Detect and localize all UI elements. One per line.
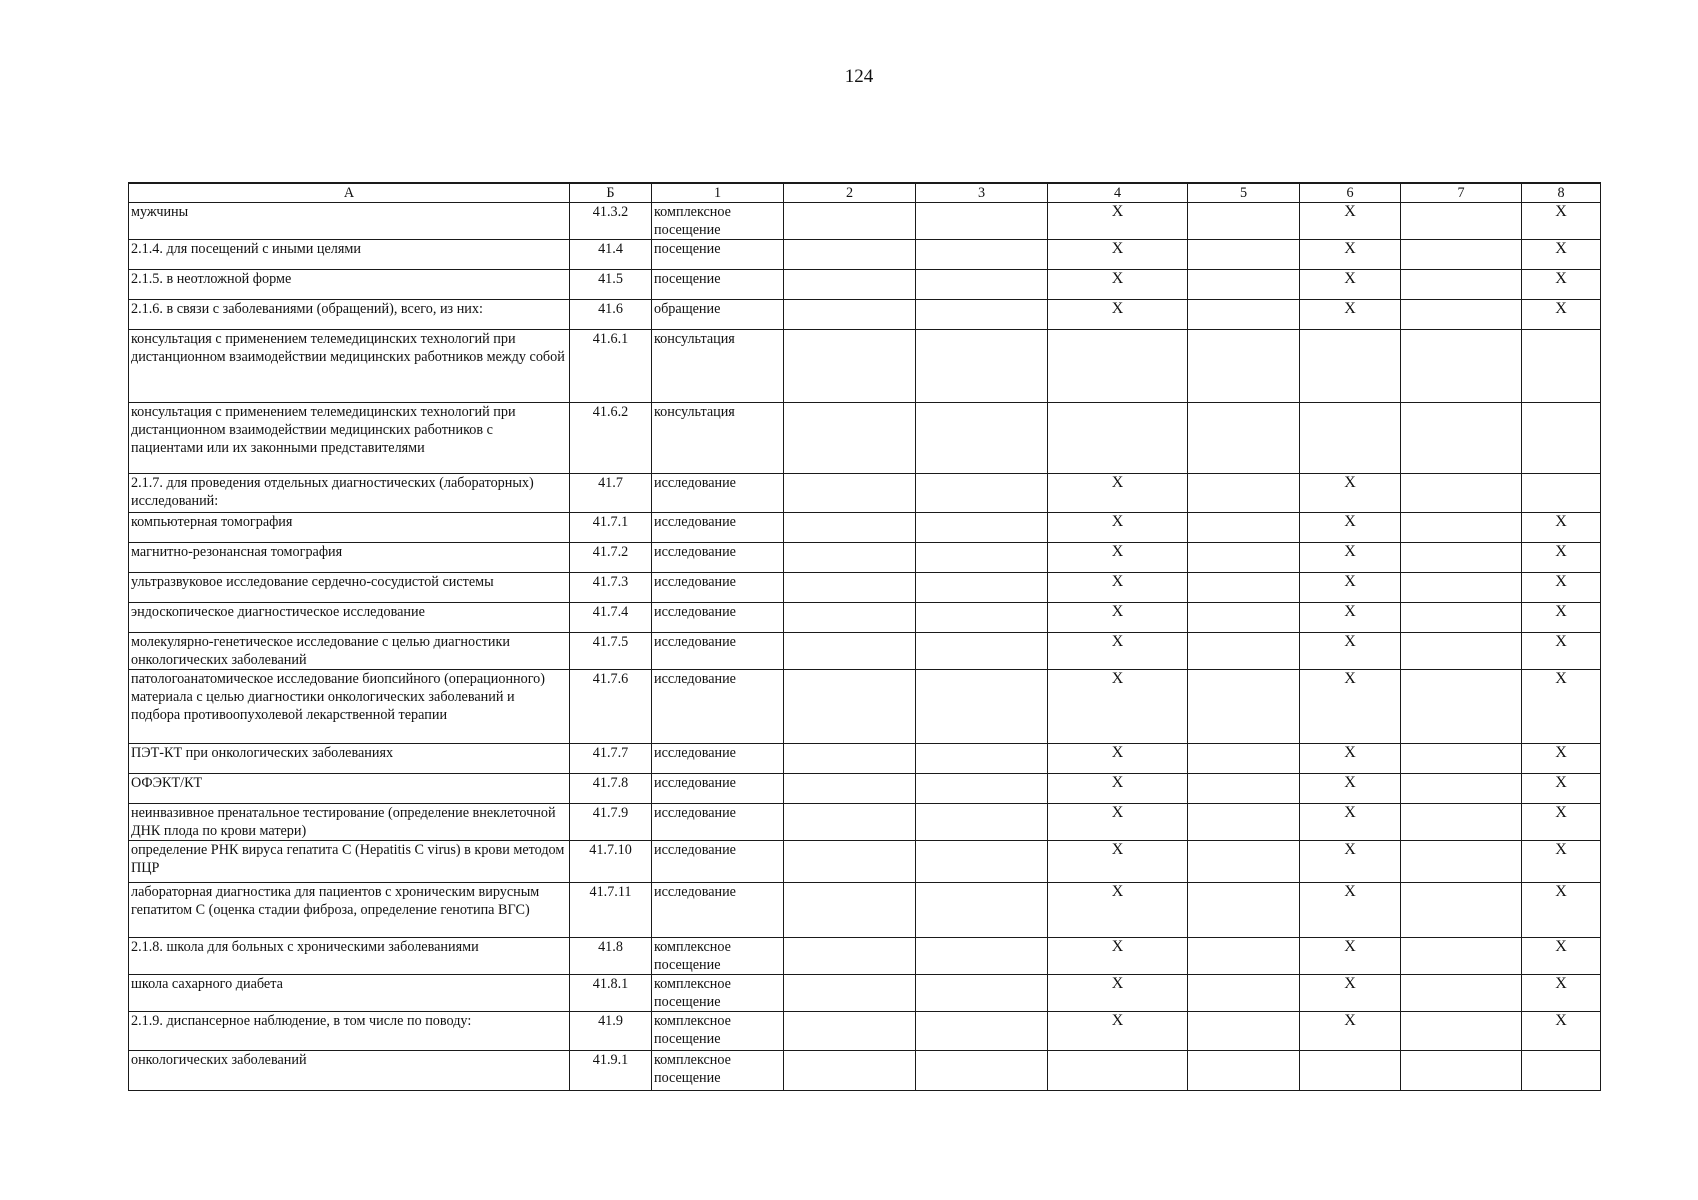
row-col-8: X <box>1522 300 1601 330</box>
row-col-3 <box>916 1051 1048 1091</box>
row-name: 2.1.4. для посещений с иными целями <box>129 240 570 270</box>
row-col-2 <box>784 203 916 240</box>
row-col-7 <box>1401 1051 1522 1091</box>
row-col-2 <box>784 300 916 330</box>
header-cell-4: 4 <box>1048 183 1188 203</box>
row-unit: исследование <box>652 633 784 670</box>
row-name: 2.1.8. школа для больных с хроническими заболеваниями <box>129 938 570 975</box>
row-col-8 <box>1522 330 1601 403</box>
row-col-6: X <box>1300 240 1401 270</box>
table-row <box>129 300 1601 330</box>
row-col-5 <box>1188 270 1300 300</box>
row-col-5 <box>1188 603 1300 633</box>
row-col-3 <box>916 603 1048 633</box>
row-col-2 <box>784 744 916 774</box>
row-unit: исследование <box>652 513 784 543</box>
row-col-5 <box>1188 804 1300 841</box>
row-unit: исследование <box>652 883 784 938</box>
row-col-5 <box>1188 513 1300 543</box>
table-row <box>129 474 1601 513</box>
row-unit: исследование <box>652 774 784 804</box>
row-unit: исследование <box>652 573 784 603</box>
row-name: ультразвуковое исследование сердечно-сосудистой системы <box>129 573 570 603</box>
row-col-8: X <box>1522 883 1601 938</box>
header-cell-b: Б <box>570 183 652 203</box>
row-col-3 <box>916 1012 1048 1051</box>
row-col-6: X <box>1300 1012 1401 1051</box>
table-row <box>129 203 1601 240</box>
row-name: консультация с применением телемедицинских технологий при дистанционном взаимодействии медицинских работников между собой <box>129 330 570 403</box>
row-col-4 <box>1048 403 1188 474</box>
row-col-6: X <box>1300 513 1401 543</box>
row-col-7 <box>1401 474 1522 513</box>
row-code: 41.8 <box>570 938 652 975</box>
row-code: 41.3.2 <box>570 203 652 240</box>
row-col-8: X <box>1522 841 1601 883</box>
row-col-7 <box>1401 573 1522 603</box>
row-col-7 <box>1401 938 1522 975</box>
row-col-4: X <box>1048 774 1188 804</box>
table-row <box>129 1012 1601 1051</box>
row-unit: консультация <box>652 330 784 403</box>
row-col-6 <box>1300 403 1401 474</box>
row-col-5 <box>1188 774 1300 804</box>
row-col-7 <box>1401 841 1522 883</box>
row-unit: комплексное посещение <box>652 203 784 240</box>
row-name: лабораторная диагностика для пациентов с хроническим вирусным гепатитом С (оценка стадии фиброза, определение генотипа ВГС) <box>129 883 570 938</box>
row-col-3 <box>916 841 1048 883</box>
row-unit: посещение <box>652 240 784 270</box>
row-col-3 <box>916 938 1048 975</box>
row-col-4 <box>1048 1051 1188 1091</box>
row-col-4: X <box>1048 883 1188 938</box>
row-code: 41.7.7 <box>570 744 652 774</box>
row-col-4: X <box>1048 1012 1188 1051</box>
row-unit: исследование <box>652 603 784 633</box>
row-col-2 <box>784 474 916 513</box>
row-col-8: X <box>1522 975 1601 1012</box>
row-col-4: X <box>1048 633 1188 670</box>
row-col-5 <box>1188 938 1300 975</box>
row-code: 41.7.5 <box>570 633 652 670</box>
row-col-5 <box>1188 670 1300 744</box>
row-col-6: X <box>1300 633 1401 670</box>
row-col-4: X <box>1048 804 1188 841</box>
row-col-2 <box>784 240 916 270</box>
row-code: 41.7.3 <box>570 573 652 603</box>
header-row <box>129 183 1601 203</box>
row-unit: исследование <box>652 543 784 573</box>
row-col-7 <box>1401 774 1522 804</box>
row-col-8 <box>1522 1051 1601 1091</box>
row-col-8 <box>1522 474 1601 513</box>
row-name: консультация с применением телемедицинских технологий при дистанционном взаимодействии медицинских работников с пациентами или их законными представителями <box>129 403 570 474</box>
row-name: мужчины <box>129 203 570 240</box>
row-col-6: X <box>1300 300 1401 330</box>
row-col-7 <box>1401 513 1522 543</box>
row-col-2 <box>784 975 916 1012</box>
row-name: 2.1.5. в неотложной форме <box>129 270 570 300</box>
row-col-8: X <box>1522 573 1601 603</box>
row-col-3 <box>916 300 1048 330</box>
row-col-3 <box>916 774 1048 804</box>
row-col-3 <box>916 240 1048 270</box>
row-col-3 <box>916 804 1048 841</box>
row-col-2 <box>784 938 916 975</box>
row-name: ОФЭКТ/КТ <box>129 774 570 804</box>
row-code: 41.9.1 <box>570 1051 652 1091</box>
row-col-8: X <box>1522 938 1601 975</box>
row-name: 2.1.9. диспансерное наблюдение, в том числе по поводу: <box>129 1012 570 1051</box>
row-col-2 <box>784 883 916 938</box>
header-cell-8: 8 <box>1522 183 1601 203</box>
row-col-6: X <box>1300 543 1401 573</box>
row-col-3 <box>916 270 1048 300</box>
table-row <box>129 774 1601 804</box>
row-unit: обращение <box>652 300 784 330</box>
row-col-5 <box>1188 240 1300 270</box>
table-body <box>129 203 1601 1091</box>
row-name: магнитно-резонансная томография <box>129 543 570 573</box>
row-col-8: X <box>1522 633 1601 670</box>
row-col-2 <box>784 603 916 633</box>
row-code: 41.7.6 <box>570 670 652 744</box>
row-col-7 <box>1401 744 1522 774</box>
row-col-8: X <box>1522 203 1601 240</box>
row-col-4: X <box>1048 573 1188 603</box>
row-col-5 <box>1188 543 1300 573</box>
row-col-8: X <box>1522 603 1601 633</box>
row-col-4: X <box>1048 513 1188 543</box>
header-cell-2: 2 <box>784 183 916 203</box>
row-code: 41.8.1 <box>570 975 652 1012</box>
row-col-3 <box>916 975 1048 1012</box>
row-code: 41.7.4 <box>570 603 652 633</box>
row-col-8: X <box>1522 744 1601 774</box>
row-col-7 <box>1401 330 1522 403</box>
row-col-4: X <box>1048 203 1188 240</box>
row-col-5 <box>1188 573 1300 603</box>
row-code: 41.6.2 <box>570 403 652 474</box>
page-number: 124 <box>844 66 874 87</box>
row-name: онкологических заболеваний <box>129 1051 570 1091</box>
row-col-5 <box>1188 633 1300 670</box>
row-col-3 <box>916 513 1048 543</box>
row-col-3 <box>916 403 1048 474</box>
row-col-7 <box>1401 270 1522 300</box>
row-col-8 <box>1522 403 1601 474</box>
table-row <box>129 403 1601 474</box>
row-col-4: X <box>1048 670 1188 744</box>
table-row <box>129 804 1601 841</box>
row-col-2 <box>784 804 916 841</box>
row-col-4: X <box>1048 841 1188 883</box>
row-name: патологоанатомическое исследование биопсийного (операционного) материала с целью диагностики онкологических заболеваний и подбора противоопухолевой лекарственной терапии <box>129 670 570 744</box>
table-row <box>129 513 1601 543</box>
table-row <box>129 633 1601 670</box>
row-col-6: X <box>1300 670 1401 744</box>
row-unit: комплексное посещение <box>652 975 784 1012</box>
row-col-4 <box>1048 330 1188 403</box>
row-code: 41.7.1 <box>570 513 652 543</box>
row-col-3 <box>916 633 1048 670</box>
row-col-3 <box>916 670 1048 744</box>
row-col-8: X <box>1522 774 1601 804</box>
row-col-8: X <box>1522 1012 1601 1051</box>
table-row <box>129 240 1601 270</box>
row-unit: исследование <box>652 670 784 744</box>
row-col-5 <box>1188 744 1300 774</box>
row-col-6: X <box>1300 603 1401 633</box>
row-name: 2.1.6. в связи с заболеваниями (обращений), всего, из них: <box>129 300 570 330</box>
row-col-3 <box>916 474 1048 513</box>
row-col-5 <box>1188 474 1300 513</box>
table-row <box>129 841 1601 883</box>
header-cell-5: 5 <box>1188 183 1300 203</box>
table-row <box>129 603 1601 633</box>
row-col-7 <box>1401 975 1522 1012</box>
row-col-7 <box>1401 603 1522 633</box>
row-col-3 <box>916 573 1048 603</box>
row-code: 41.7.9 <box>570 804 652 841</box>
row-col-2 <box>784 670 916 744</box>
table-row <box>129 1051 1601 1091</box>
table-row <box>129 883 1601 938</box>
table-row <box>129 543 1601 573</box>
row-name: школа сахарного диабета <box>129 975 570 1012</box>
row-col-2 <box>784 403 916 474</box>
row-unit: исследование <box>652 841 784 883</box>
row-col-7 <box>1401 240 1522 270</box>
row-unit: комплексное посещение <box>652 1051 784 1091</box>
row-col-4: X <box>1048 938 1188 975</box>
row-code: 41.6.1 <box>570 330 652 403</box>
table-row <box>129 744 1601 774</box>
row-col-6: X <box>1300 883 1401 938</box>
row-col-7 <box>1401 543 1522 573</box>
row-col-6: X <box>1300 573 1401 603</box>
row-col-5 <box>1188 1051 1300 1091</box>
table-row <box>129 330 1601 403</box>
table-row <box>129 975 1601 1012</box>
row-col-8: X <box>1522 670 1601 744</box>
row-col-6: X <box>1300 474 1401 513</box>
row-code: 41.7.11 <box>570 883 652 938</box>
row-name: определение РНК вируса гепатита С (Hepatitis C virus) в крови методом ПЦР <box>129 841 570 883</box>
row-col-5 <box>1188 403 1300 474</box>
row-code: 41.6 <box>570 300 652 330</box>
row-col-4: X <box>1048 543 1188 573</box>
row-col-2 <box>784 774 916 804</box>
table-row <box>129 938 1601 975</box>
row-unit: исследование <box>652 804 784 841</box>
row-col-2 <box>784 1012 916 1051</box>
row-col-6 <box>1300 330 1401 403</box>
row-col-6: X <box>1300 975 1401 1012</box>
row-name: 2.1.7. для проведения отдельных диагностических (лабораторных) исследований: <box>129 474 570 513</box>
row-col-4: X <box>1048 240 1188 270</box>
header-cell-a: А <box>129 183 570 203</box>
row-col-7 <box>1401 633 1522 670</box>
row-col-7 <box>1401 300 1522 330</box>
row-col-2 <box>784 573 916 603</box>
row-col-5 <box>1188 300 1300 330</box>
row-name: компьютерная томография <box>129 513 570 543</box>
table-header <box>129 183 1601 203</box>
row-col-2 <box>784 633 916 670</box>
row-col-4: X <box>1048 975 1188 1012</box>
table-row <box>129 670 1601 744</box>
row-col-8: X <box>1522 270 1601 300</box>
row-col-2 <box>784 841 916 883</box>
row-col-6: X <box>1300 270 1401 300</box>
row-col-8: X <box>1522 240 1601 270</box>
row-col-7 <box>1401 403 1522 474</box>
row-code: 41.5 <box>570 270 652 300</box>
row-col-5 <box>1188 1012 1300 1051</box>
row-unit: комплексное посещение <box>652 1012 784 1051</box>
row-col-5 <box>1188 841 1300 883</box>
row-col-6: X <box>1300 938 1401 975</box>
row-col-6: X <box>1300 744 1401 774</box>
row-col-4: X <box>1048 300 1188 330</box>
row-unit: консультация <box>652 403 784 474</box>
header-cell-7: 7 <box>1401 183 1522 203</box>
row-col-3 <box>916 203 1048 240</box>
row-col-6: X <box>1300 203 1401 240</box>
row-name: неинвазивное пренатальное тестирование (определение внеклеточной ДНК плода по крови матери) <box>129 804 570 841</box>
row-col-5 <box>1188 203 1300 240</box>
row-name: ПЭТ-КТ при онкологических заболеваниях <box>129 744 570 774</box>
row-col-7 <box>1401 883 1522 938</box>
table-row <box>129 270 1601 300</box>
row-col-2 <box>784 270 916 300</box>
row-col-5 <box>1188 975 1300 1012</box>
row-code: 41.4 <box>570 240 652 270</box>
header-cell-1: 1 <box>652 183 784 203</box>
row-col-4: X <box>1048 744 1188 774</box>
row-col-2 <box>784 513 916 543</box>
row-col-8: X <box>1522 513 1601 543</box>
row-col-2 <box>784 1051 916 1091</box>
row-col-6: X <box>1300 804 1401 841</box>
row-col-6: X <box>1300 841 1401 883</box>
row-name: эндоскопическое диагностическое исследование <box>129 603 570 633</box>
row-name: молекулярно-генетическое исследование с целью диагностики онкологических заболеваний <box>129 633 570 670</box>
row-col-2 <box>784 330 916 403</box>
header-cell-3: 3 <box>916 183 1048 203</box>
row-unit: исследование <box>652 744 784 774</box>
row-col-6: X <box>1300 774 1401 804</box>
row-col-2 <box>784 543 916 573</box>
data-table <box>128 182 1601 1091</box>
row-code: 41.9 <box>570 1012 652 1051</box>
table-row <box>129 573 1601 603</box>
row-col-5 <box>1188 883 1300 938</box>
row-col-3 <box>916 883 1048 938</box>
row-code: 41.7.10 <box>570 841 652 883</box>
row-unit: комплексное посещение <box>652 938 784 975</box>
row-col-4: X <box>1048 270 1188 300</box>
row-col-4: X <box>1048 474 1188 513</box>
row-code: 41.7.8 <box>570 774 652 804</box>
row-col-3 <box>916 330 1048 403</box>
row-col-8: X <box>1522 804 1601 841</box>
row-col-7 <box>1401 1012 1522 1051</box>
row-col-6 <box>1300 1051 1401 1091</box>
row-col-4: X <box>1048 603 1188 633</box>
row-col-5 <box>1188 330 1300 403</box>
row-unit: посещение <box>652 270 784 300</box>
row-unit: исследование <box>652 474 784 513</box>
row-col-8: X <box>1522 543 1601 573</box>
row-col-7 <box>1401 203 1522 240</box>
row-col-7 <box>1401 670 1522 744</box>
row-col-7 <box>1401 804 1522 841</box>
header-cell-6: 6 <box>1300 183 1401 203</box>
row-col-3 <box>916 543 1048 573</box>
row-code: 41.7.2 <box>570 543 652 573</box>
row-code: 41.7 <box>570 474 652 513</box>
row-col-3 <box>916 744 1048 774</box>
